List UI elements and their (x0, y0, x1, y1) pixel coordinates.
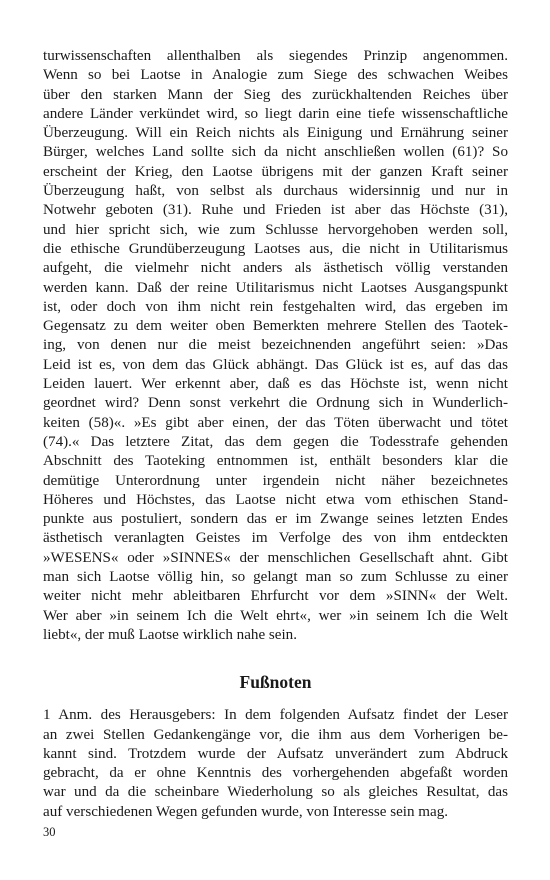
footnote-text (43, 706, 508, 822)
body-line: erscheint der Krieg, den Laotse übrigens mit der ganzen Kraft seiner (43, 163, 508, 180)
footnotes-heading: Fußnoten (239, 672, 312, 693)
body-line: Überzeugung haßt, von selbst als durchaus widersinnig und nur in (43, 183, 508, 200)
body-line: Wer aber »in seinem Ich die Welt ehrt«, wer »in seinem Ich die Welt (43, 607, 508, 624)
body-line: »WESENS« oder »SINNES« der menschlichen Gesellschaft ahnt. Gibt (43, 549, 508, 566)
footnote-line: an zwei Stellen Gedankengänge vor, die ihm aus dem Vorherigen be- (43, 726, 508, 743)
footnote-line: kannt sind. Trotzdem wurde der Aufsatz unverändert zum Abdruck (43, 745, 508, 762)
body-line: punkte aus postuliert, sondern das er im Zwange seines letzten Endes (43, 511, 508, 528)
body-line: Überzeugung. Will ein Reich nichts als Einigung und Ernährung seiner (43, 125, 508, 142)
body-line: weiter nicht mehr ableitbaren Ehrfurcht vor dem »SINN« der Welt. (43, 588, 508, 605)
body-line: die ethische Grundüberzeugung Laotses aus, die nicht in Utilitarismus (43, 240, 508, 257)
body-paragraph (43, 47, 508, 645)
body-line: Leiden lauert. Wer erkennt aber, daß es das Höchste ist, wenn nicht (43, 376, 508, 393)
body-line: über den starken Mann der Sieg des zurückhaltenden Reiches über (43, 86, 508, 103)
footnote-line: auf verschiedenen Wegen gefunden wurde, von Interesse sein mag. (43, 803, 449, 820)
body-line: turwissenschaften allenthalben als siegendes Prinzip angenommen. (43, 48, 508, 64)
body-line: demütige Unterordnung unter irgendein nicht näher bezeichnetes (43, 472, 508, 489)
body-line: man sich Laotse völlig hin, so gelangt man so zum Schlusse zu einer (43, 569, 508, 586)
body-line: Leid ist es, von dem das Glück abhängt. Das Glück ist es, auf das das (43, 356, 508, 373)
body-line: ing, von denen nur die meist bezeichnenden angeführt seien: »Das (43, 337, 508, 354)
body-line: aufgeht, die vielmehr nicht anders als ästhetisch völlig verstanden (43, 260, 508, 277)
body-line: ist, oder doch von ihm nicht rein festgehalten wird, das ergeben im (43, 298, 508, 315)
footnote-line: gebracht, da er ohne Kenntnis des vorhergehenden abgefaßt worden (43, 765, 508, 782)
body-line: (74).« Das letztere Zitat, das dem gegen die Todesstrafe gehenden (43, 433, 508, 450)
body-line: Höheres und Höchstes, das Laotse nicht etwa vom ethischen Stand- (43, 491, 508, 508)
body-line: werden kann. Daß der reine Utilitarismus nicht Laotses Ausgangspunkt (43, 279, 508, 296)
body-line: Bürger, welches Land sollte sich da nicht anschließen wollen (61)? So (43, 144, 508, 161)
footnote-line: 1 Anm. des Herausgebers: In dem folgenden Aufsatz findet der Leser (43, 707, 508, 724)
body-line: Notwehr geboten (31). Ruhe und Frieden ist aber das Höchste (31), (43, 202, 508, 219)
body-line: geordnet wird? Denn sonst verkehrt die Ordnung sich in Wunderlich- (43, 395, 508, 412)
body-line: keiten (58)«. »Es gibt aber einen, der das Töten überwacht und tötet (43, 414, 508, 431)
body-line: liebt«, der muß Laotse wirklich nahe sein. (43, 626, 298, 643)
page-content (43, 47, 508, 822)
body-line: Wenn so bei Laotse in Analogie zum Siege des schwachen Weibes (43, 67, 508, 84)
footnote-line: war und da die scheinbare Wiederholung so als gleiches Resultat, das (43, 784, 508, 801)
body-line: Abschnitt des Taoteking entnommen ist, enthält besonders klar die (43, 453, 508, 470)
body-line: andere Länder verkündet wird, so liegt darin eine tiefe wissenschaftliche (43, 105, 508, 122)
body-line: Gegensatz zu dem weiter oben Bemerkten mehrere Stellen des Taotek- (43, 318, 508, 335)
body-line: ästhetisch veranlagten Geistes im Verfolge des von ihm entdeckten (43, 530, 508, 547)
page-number: 30 (43, 825, 56, 839)
body-line: und hier spricht sich, wie zum Schlusse hervorgehoben werden soll, (43, 221, 508, 238)
